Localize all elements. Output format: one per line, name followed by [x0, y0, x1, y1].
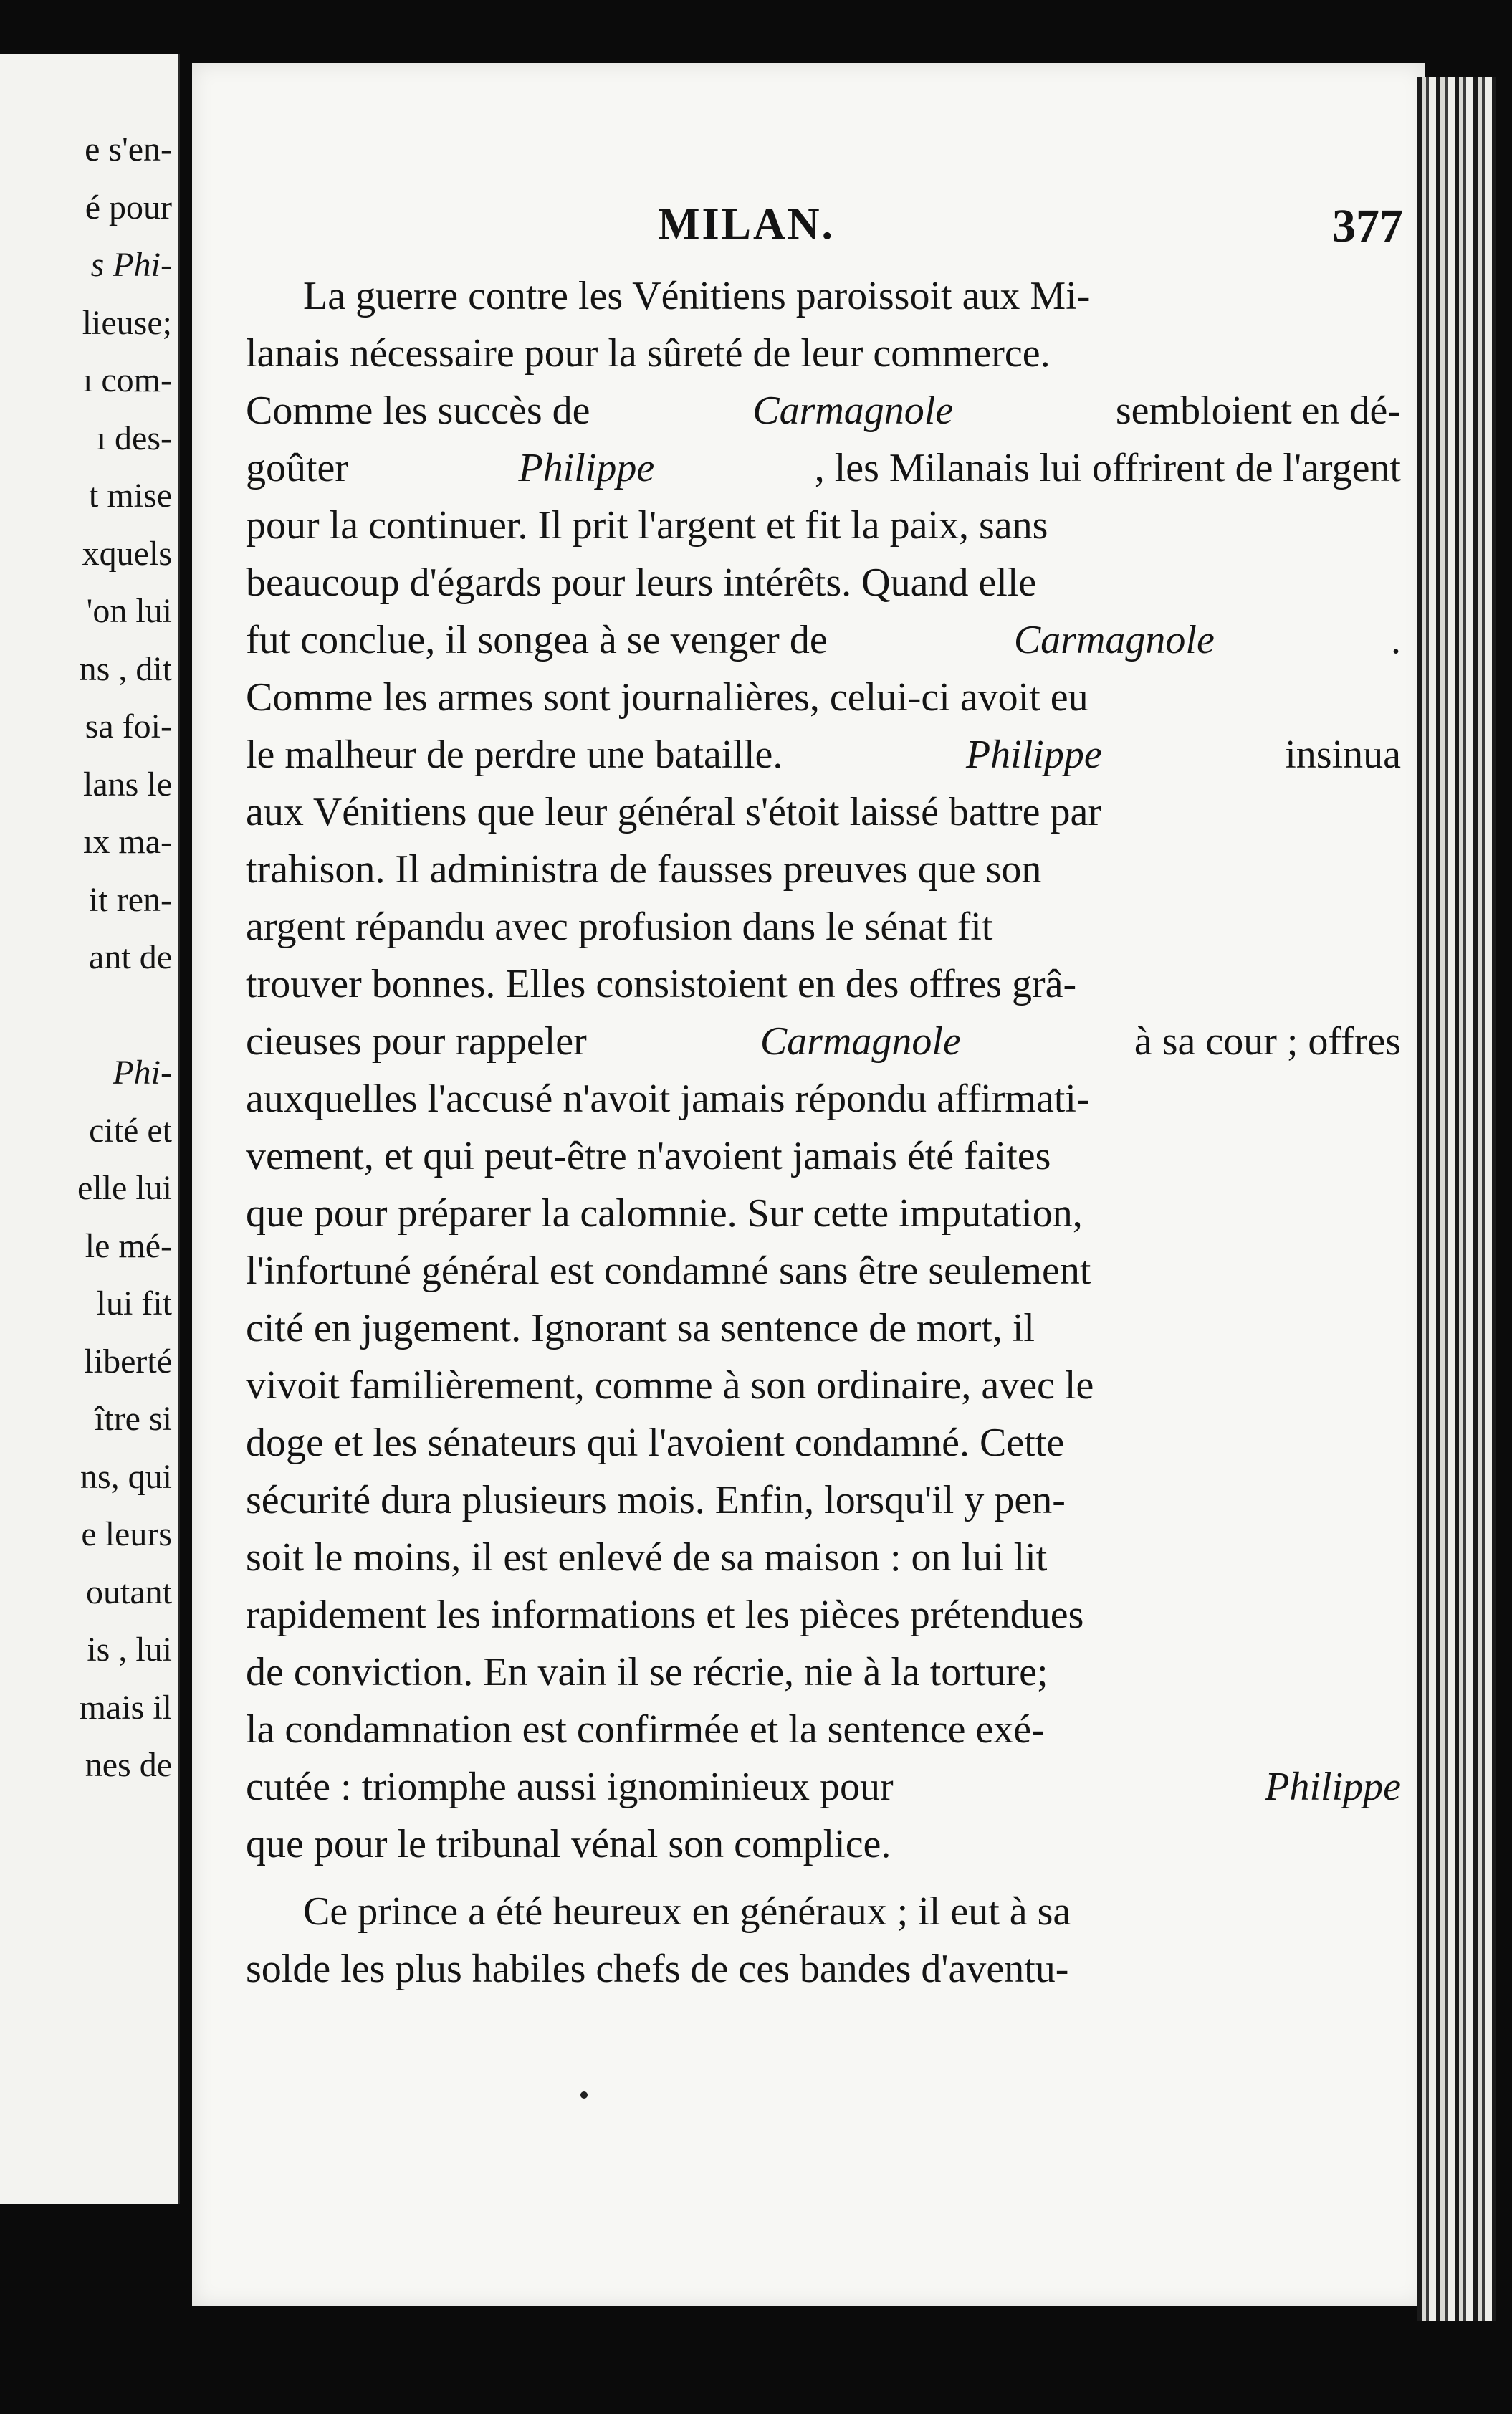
- text-segment: , les Milanais lui offrirent de l'argent: [814, 446, 1401, 490]
- text-line: [246, 1758, 1401, 1816]
- text-segment: que pour préparer la calomnie. Sur cette imputation,: [246, 1191, 1083, 1236]
- left-page-line: Phi-: [113, 1054, 172, 1092]
- text-segment: goûter: [246, 446, 359, 490]
- main-page: [192, 63, 1425, 2306]
- text-segment: à sa cour ; offres: [1124, 1019, 1401, 1064]
- text-segment: Comme les succès de: [246, 388, 601, 433]
- italic-name: Philippe: [518, 446, 655, 490]
- text-line: [246, 325, 1401, 382]
- left-page-line: elle lui: [77, 1169, 172, 1207]
- text-line: [246, 1643, 1401, 1701]
- text-line: [246, 497, 1401, 554]
- text-segment: cutée : triomphe aussi ignominieux pour: [246, 1765, 904, 1809]
- text-segment: sécurité dura plusieurs mois. Enfin, lorsqu'il y pen-: [246, 1478, 1066, 1522]
- text-line: [246, 382, 1401, 439]
- text-segment: solde les plus habiles chefs de ces bandes d'aventu-: [246, 1947, 1069, 1991]
- body-text: [246, 267, 1401, 1998]
- text-segment: aux Vénitiens que leur général s'étoit laissé battre par: [246, 790, 1101, 834]
- text-line: [246, 1701, 1401, 1758]
- text-line: [246, 554, 1401, 611]
- text-line: [246, 1185, 1401, 1242]
- paragraph-gap: [246, 1873, 1401, 1883]
- left-page-line: it ren-: [89, 880, 172, 919]
- text-segment: l'infortuné général est condamné sans être seulement: [246, 1249, 1091, 1293]
- italic-name: Carmagnole: [752, 388, 954, 433]
- text-segment: doge et les sénateurs qui l'avoient condamné. Cette: [246, 1421, 1065, 1465]
- left-page-line: ant de: [89, 938, 172, 976]
- text-line: [246, 1816, 1401, 1873]
- italic-name: Philippe: [965, 733, 1102, 777]
- left-page-line: liberté: [84, 1342, 172, 1380]
- text-segment: vivoit familièrement, comme à son ordinaire, avec le: [246, 1363, 1094, 1408]
- left-page-line: mais il: [79, 1688, 172, 1727]
- italic-name: Carmagnole: [760, 1019, 961, 1064]
- left-page-line: le mé-: [85, 1226, 172, 1265]
- text-segment: pour la continuer. Il prit l'argent et fit la paix, sans: [246, 503, 1048, 548]
- text-segment: sembloient en dé-: [1105, 388, 1401, 433]
- text-segment: vement, et qui peut-être n'avoient jamais été faites: [246, 1134, 1051, 1178]
- left-page-line: cité et: [89, 1111, 172, 1150]
- ink-spot: [580, 2091, 588, 2099]
- page-header: [192, 199, 1425, 257]
- text-segment: insinua: [1275, 733, 1401, 777]
- text-segment: fut conclue, il songea à se venger de: [246, 618, 838, 662]
- text-line: [246, 611, 1401, 669]
- left-page-line: nes de: [85, 1746, 172, 1784]
- text-line: [246, 1529, 1401, 1586]
- text-line: [246, 726, 1401, 783]
- text-line: [246, 1414, 1401, 1471]
- text-line: [246, 1883, 1401, 1940]
- left-page-line: lans le: [83, 765, 172, 803]
- text-line: [246, 898, 1401, 955]
- text-line: [246, 1242, 1401, 1299]
- running-head: MILAN.: [658, 200, 836, 249]
- book-edge: [1417, 77, 1496, 2321]
- text-line: [246, 1586, 1401, 1643]
- left-page-line: lieuse;: [82, 303, 172, 342]
- text-line: [246, 1070, 1401, 1127]
- left-page-line: 'on lui: [86, 592, 172, 630]
- text-segment: rapidement les informations et les pièces prétendues: [246, 1593, 1084, 1637]
- text-segment: cieuses pour rappeler: [246, 1019, 597, 1064]
- text-segment: cité en jugement. Ignorant sa sentence de mort, il: [246, 1306, 1035, 1350]
- text-line: [246, 267, 1401, 325]
- text-segment: argent répandu avec profusion dans le sénat fit: [246, 905, 993, 949]
- text-segment: le malheur de perdre une bataille.: [246, 733, 793, 777]
- left-page-line: xquels: [82, 534, 172, 573]
- text-segment: .: [1390, 618, 1401, 662]
- italic-name: Carmagnole: [1013, 618, 1215, 662]
- text-line: [246, 1299, 1401, 1357]
- text-line: [246, 841, 1401, 898]
- left-page-line: ns , dit: [79, 649, 172, 688]
- text-line: [246, 1127, 1401, 1185]
- left-page-line: é pour: [85, 188, 172, 226]
- text-line: [246, 1357, 1401, 1414]
- left-page-line: ı com-: [83, 361, 172, 399]
- left-page-line: ı des-: [96, 419, 172, 457]
- text-segment: trahison. Il administra de fausses preuves que son: [246, 847, 1042, 892]
- text-segment: beaucoup d'égards pour leurs intérêts. Quand elle: [246, 560, 1037, 605]
- text-segment: que pour le tribunal vénal son complice.: [246, 1822, 891, 1866]
- text-segment: lanais nécessaire pour la sûreté de leur commerce.: [246, 331, 1051, 376]
- left-page-line: ns, qui: [80, 1457, 172, 1496]
- text-line: [246, 1940, 1401, 1998]
- text-segment: Ce prince a été heureux en généraux ; il eut à sa: [303, 1889, 1071, 1934]
- text-line: [246, 955, 1401, 1013]
- text-segment: auxquelles l'accusé n'avoit jamais répondu affirmati-: [246, 1077, 1090, 1121]
- left-page-line: t mise: [89, 477, 172, 515]
- text-line: [246, 439, 1401, 497]
- left-page-line: sa foi-: [85, 707, 172, 745]
- left-page-line: outant: [86, 1573, 172, 1611]
- left-page-line: ître si: [95, 1400, 172, 1438]
- text-segment: soit le moins, il est enlevé de sa maison : on lui lit: [246, 1535, 1048, 1580]
- text-line: [246, 1471, 1401, 1529]
- left-page-line: s Phi-: [90, 246, 172, 284]
- left-page-line: is , lui: [87, 1631, 172, 1669]
- text-line: [246, 1013, 1401, 1070]
- left-page-line: ıx ma-: [83, 823, 172, 861]
- text-segment: la condamnation est confirmée et la sentence exé-: [246, 1707, 1045, 1752]
- left-facing-page: [0, 54, 180, 2204]
- left-page-line: lui fit: [96, 1284, 172, 1322]
- italic-name: Philippe: [1265, 1765, 1401, 1809]
- text-segment: La guerre contre les Vénitiens paroissoit aux Mi-: [303, 274, 1091, 318]
- page-number: 377: [1332, 200, 1403, 252]
- text-line: [246, 669, 1401, 726]
- text-segment: de conviction. En vain il se récrie, nie à la torture;: [246, 1650, 1048, 1694]
- text-segment: Comme les armes sont journalières, celui-ci avoit eu: [246, 675, 1088, 720]
- left-page-line: e leurs: [81, 1515, 172, 1553]
- left-page-line: e s'en-: [85, 130, 172, 168]
- text-segment: trouver bonnes. Elles consistoient en des offres grâ-: [246, 962, 1077, 1006]
- text-line: [246, 783, 1401, 841]
